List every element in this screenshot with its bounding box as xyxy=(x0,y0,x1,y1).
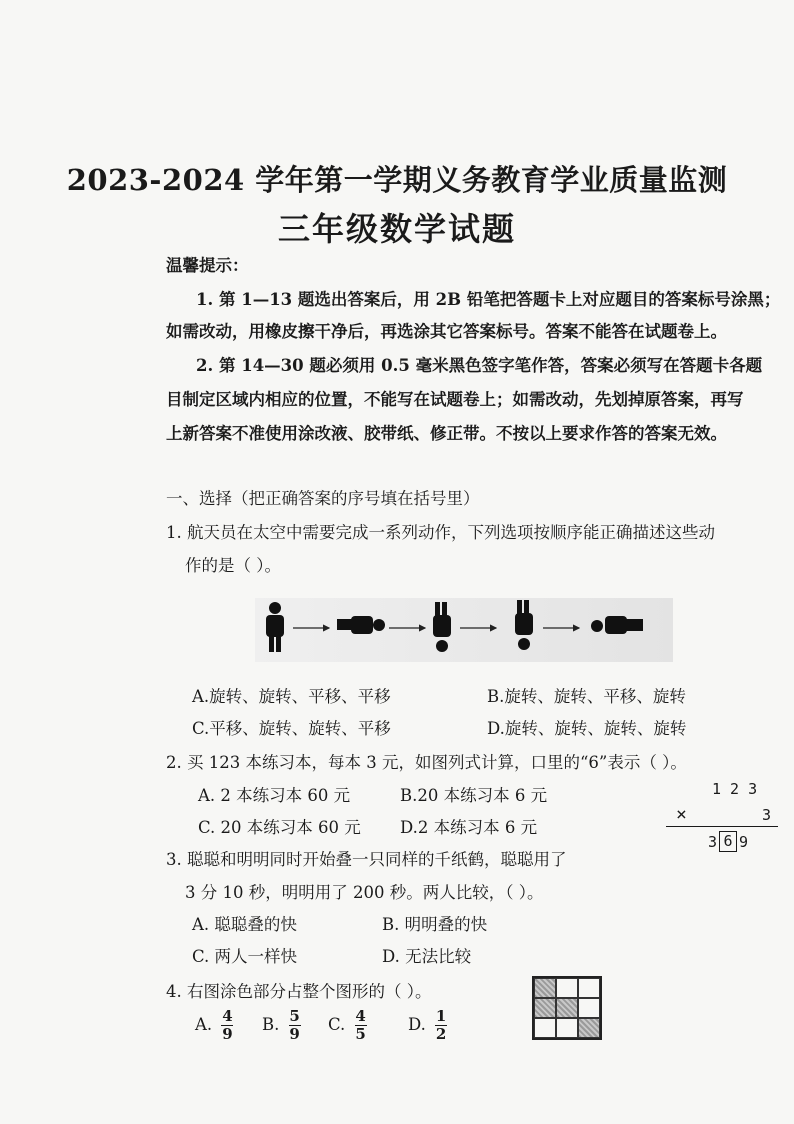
grid-cell-empty xyxy=(578,998,600,1018)
q1-line-2: 作的是（ ）。 xyxy=(185,556,281,575)
section-1-heading: 一、选择（把正确答案的序号填在括号里） xyxy=(166,489,480,508)
tip-2-line-2: 目制定区域内相应的位置，不能写在试题卷上；如需改动，先划掉原答案，再写 xyxy=(166,390,744,409)
q3-option-a: A. 聪聪叠的快 xyxy=(192,915,297,934)
q4-option-a xyxy=(195,1008,233,1043)
q1-option-b: B.旋转、旋转、平移、旋转 xyxy=(487,687,686,706)
q4-option-c xyxy=(328,1008,367,1043)
grid-cell-empty xyxy=(578,978,600,998)
q4-option-d-denominator: 2 xyxy=(435,1025,447,1043)
q3-line-2: 3 分 10 秒，明明用了 200 秒。两人比较，（ ）。 xyxy=(185,883,544,902)
q4-option-a-fraction xyxy=(221,1008,233,1043)
q2-calc-result-digit-3: 9 xyxy=(739,832,749,851)
q1-option-a: A.旋转、旋转、平移、平移 xyxy=(192,687,391,706)
q2-calc-result-digit-1: 3 xyxy=(708,832,718,851)
grid-cell-shaded xyxy=(534,998,556,1018)
q4-shaded-grid-figure xyxy=(532,976,602,1040)
q4-option-d-numerator: 1 xyxy=(435,1007,447,1025)
q2-calc-times-sign: × xyxy=(676,804,687,825)
q4-option-c-label: C. xyxy=(328,1015,346,1034)
q4-option-a-denominator: 9 xyxy=(222,1025,233,1043)
tip-1-line-2: 如需改动，用橡皮擦干净后，再选涂其它答案标号。答案不能答在试题卷上。 xyxy=(166,322,727,341)
exam-subtitle: 三年级数学试题 xyxy=(277,210,516,248)
q3-option-d: D. 无法比较 xyxy=(382,947,472,966)
astronaut-translated-icon xyxy=(515,600,533,650)
q2-calc-multiplier: 3 xyxy=(762,806,772,824)
q2-option-a: A. 2 本练习本 60 元 xyxy=(198,786,351,805)
q4-option-b-fraction xyxy=(289,1008,301,1043)
grid-cell-shaded xyxy=(556,998,578,1018)
q4-option-d-fraction xyxy=(435,1008,447,1043)
grid-cell-shaded xyxy=(534,978,556,998)
q3-option-c: C. 两人一样快 xyxy=(192,947,298,966)
q4-option-a-label: A. xyxy=(195,1015,213,1034)
tip-1-line-1: 1. 第 1—13 题选出答案后，用 2B 铅笔把答题卡上对应题目的答案标号涂黑； xyxy=(196,290,781,309)
q4-option-b-numerator: 5 xyxy=(289,1007,300,1025)
q4-option-a-numerator: 4 xyxy=(222,1007,233,1025)
q2-calc-result-boxed-digit: 6 xyxy=(719,831,737,852)
grid-cell-shaded xyxy=(578,1018,600,1038)
q4-line-1: 4. 右图涂色部分占整个图形的（ ）。 xyxy=(166,982,432,1001)
q2-option-c: C. 20 本练习本 60 元 xyxy=(198,818,361,837)
q4-option-c-denominator: 5 xyxy=(355,1025,366,1043)
q1-option-c: C.平移、旋转、旋转、平移 xyxy=(192,719,391,738)
tip-2-line-3: 上新答案不准使用涂改液、胶带纸、修正带。不按以上要求作答的答案无效。 xyxy=(166,424,727,443)
q2-calc-top-number: 1 2 3 xyxy=(712,780,758,798)
astronaut-sequence-svg xyxy=(255,598,673,662)
q4-option-c-fraction xyxy=(355,1008,367,1043)
grid-cell-empty xyxy=(534,1018,556,1038)
q4-option-d-label: D. xyxy=(408,1015,426,1034)
q2-option-d: D.2 本练习本 6 元 xyxy=(400,818,538,837)
q3-line-1: 3. 聪聪和明明同时开始叠一只同样的千纸鹤，聪聪用了 xyxy=(166,850,567,869)
q4-option-d xyxy=(408,1008,447,1043)
q4-option-b-label: B. xyxy=(262,1015,280,1034)
q3-option-b: B. 明明叠的快 xyxy=(382,915,488,934)
grid-cell-empty xyxy=(556,1018,578,1038)
tip-2-line-1: 2. 第 14—30 题必须用 0.5 毫米黑色签字笔作答，答案必须写在答题卡各题 xyxy=(196,356,763,375)
q2-calc-result xyxy=(708,831,748,852)
grid-cell-empty xyxy=(556,978,578,998)
astronaut-upside-down-icon xyxy=(433,602,451,652)
q4-option-b-denominator: 9 xyxy=(289,1025,300,1043)
q4-option-b xyxy=(262,1008,301,1043)
exam-title: 2023-2024 学年第一学期义务教育学业质量监测 xyxy=(66,163,728,197)
q1-option-d: D.旋转、旋转、旋转、旋转 xyxy=(487,719,687,738)
tips-heading: 温馨提示： xyxy=(166,256,249,275)
q2-option-b: B.20 本练习本 6 元 xyxy=(400,786,548,805)
q4-option-c-numerator: 4 xyxy=(355,1007,366,1025)
q2-calc-divider xyxy=(666,826,778,827)
astronaut-rotated-icon xyxy=(337,616,385,634)
astronaut-rotated-left-icon xyxy=(591,616,643,634)
astronaut-upright-icon xyxy=(266,602,284,652)
q1-line-1: 1. 航天员在太空中需要完成一系列动作，下列选项按顺序能正确描述这些动 xyxy=(166,523,715,542)
astronaut-sequence-figure xyxy=(255,598,673,662)
q2-line-1: 2. 买 123 本练习本，每本 3 元，如图列式计算，口里的“6”表示（ ）。 xyxy=(166,753,687,772)
